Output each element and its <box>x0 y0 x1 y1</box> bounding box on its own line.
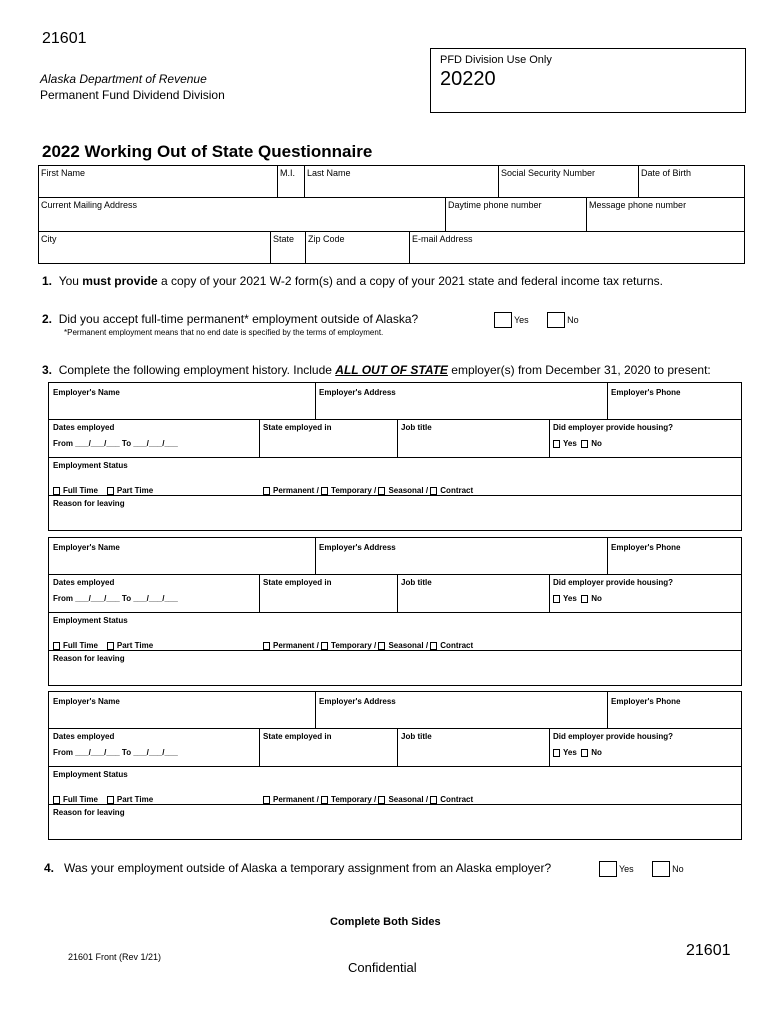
housing-question-label: Did employer provide housing? <box>553 578 674 587</box>
reason-for-leaving-field[interactable]: Reason for leaving <box>53 808 125 817</box>
applicant-row-2 <box>38 197 745 232</box>
permanent-label: Permanent / <box>273 641 319 650</box>
contract-checkbox[interactable] <box>430 642 437 650</box>
question-4-no-label: No <box>672 863 684 874</box>
division-use-only-box <box>430 48 746 113</box>
dates-employed-label: Dates employed <box>53 423 115 432</box>
state-employed-field[interactable]: State employed in <box>263 732 332 741</box>
message-phone-field[interactable] <box>586 198 744 231</box>
question-2-footnote: *Permanent employment means that no end date is specified by the terms of employment. <box>64 328 384 337</box>
full-time-checkbox[interactable] <box>53 796 60 804</box>
division-use-only-label: PFD Division Use Only <box>440 54 552 66</box>
part-time-checkbox[interactable] <box>107 487 114 495</box>
employment-block-2 <box>48 537 742 686</box>
housing-question-label: Did employer provide housing? <box>553 423 674 432</box>
state-employed-field[interactable]: State employed in <box>263 578 332 587</box>
middle-initial-label: M.I. <box>280 168 295 178</box>
employer-address-field[interactable]: Employer's Address <box>319 388 396 397</box>
housing-question-label: Did employer provide housing? <box>553 732 674 741</box>
part-time-label: Part Time <box>116 641 154 650</box>
housing-no-checkbox[interactable] <box>581 440 588 448</box>
question-1-text-pre: You <box>58 274 83 288</box>
applicant-row-3 <box>38 231 745 264</box>
housing-no-checkbox[interactable] <box>581 595 588 603</box>
division-use-only-value: 20220 <box>440 68 496 90</box>
employer-name-field[interactable]: Employer's Name <box>53 697 120 706</box>
city-field[interactable] <box>39 232 270 263</box>
employment-status-label: Employment Status <box>53 770 128 779</box>
middle-initial-field[interactable] <box>277 166 304 197</box>
employment-block-3 <box>48 691 742 840</box>
question-3-number: 3. <box>42 363 53 377</box>
housing-options <box>553 594 602 603</box>
last-name-label: Last Name <box>307 168 351 178</box>
mailing-address-field[interactable] <box>39 198 445 231</box>
last-name-field[interactable] <box>304 166 498 197</box>
housing-no-label: No <box>591 594 602 603</box>
question-1-emphasis: must provide <box>82 274 158 288</box>
status-full-part <box>53 486 153 495</box>
status-type-options <box>263 486 473 495</box>
housing-no-label: No <box>591 748 602 757</box>
part-time-label: Part Time <box>116 795 154 804</box>
question-2-number: 2. <box>42 312 53 326</box>
message-phone-label: Message phone number <box>589 200 687 210</box>
temporary-checkbox[interactable] <box>321 487 328 495</box>
contract-checkbox[interactable] <box>430 487 437 495</box>
permanent-checkbox[interactable] <box>263 487 270 495</box>
ssn-field[interactable] <box>498 166 638 197</box>
housing-yes-label: Yes <box>563 594 577 603</box>
complete-both-sides-note: Complete Both Sides <box>330 916 441 928</box>
housing-options <box>553 439 602 448</box>
housing-yes-checkbox[interactable] <box>553 749 560 757</box>
seasonal-checkbox[interactable] <box>378 487 385 495</box>
full-time-label: Full Time <box>63 486 98 495</box>
full-time-checkbox[interactable] <box>53 487 60 495</box>
first-name-label: First Name <box>41 168 86 178</box>
contract-label: Contract <box>440 641 474 650</box>
contract-checkbox[interactable] <box>430 796 437 804</box>
reason-for-leaving-field[interactable]: Reason for leaving <box>53 499 125 508</box>
question-2-yes-checkbox[interactable] <box>494 312 512 328</box>
form-revision: 21601 Front (Rev 1/21) <box>68 952 162 962</box>
question-4-yes-checkbox[interactable] <box>599 861 617 877</box>
daytime-phone-label: Daytime phone number <box>448 200 542 210</box>
part-time-checkbox[interactable] <box>107 796 114 804</box>
employer-phone-field[interactable]: Employer's Phone <box>611 697 681 706</box>
temporary-label: Temporary / <box>331 641 377 650</box>
contract-label: Contract <box>440 795 474 804</box>
permanent-checkbox[interactable] <box>263 642 270 650</box>
temporary-checkbox[interactable] <box>321 796 328 804</box>
question-2-no-label: No <box>567 314 579 325</box>
page-title: 2022 Working Out of State Questionnaire <box>42 142 373 161</box>
seasonal-checkbox[interactable] <box>378 796 385 804</box>
permanent-checkbox[interactable] <box>263 796 270 804</box>
employer-phone-field[interactable]: Employer's Phone <box>611 388 681 397</box>
mailing-address-label: Current Mailing Address <box>41 200 138 210</box>
form-number-bottom: 21601 <box>686 942 731 959</box>
part-time-checkbox[interactable] <box>107 642 114 650</box>
status-full-part <box>53 795 153 804</box>
permanent-label: Permanent / <box>273 795 319 804</box>
question-4-text: Was your employment outside of Alaska a temporary assignment from an Alaska employer? <box>64 861 552 875</box>
state-field[interactable] <box>270 232 305 263</box>
question-4 <box>44 861 551 875</box>
job-title-field[interactable]: Job title <box>401 732 432 741</box>
full-time-checkbox[interactable] <box>53 642 60 650</box>
job-title-field[interactable]: Job title <box>401 423 432 432</box>
reason-for-leaving-field[interactable]: Reason for leaving <box>53 654 125 663</box>
employer-name-field[interactable]: Employer's Name <box>53 543 120 552</box>
question-1-number: 1. <box>42 274 53 288</box>
housing-yes-checkbox[interactable] <box>553 595 560 603</box>
permanent-label: Permanent / <box>273 486 319 495</box>
housing-yes-label: Yes <box>563 748 577 757</box>
question-1-text-post: a copy of your 2021 W-2 form(s) and a copy of your 2021 state and federal income tax returns. <box>157 274 664 288</box>
employment-block-1 <box>48 382 742 531</box>
employer-address-field[interactable]: Employer's Address <box>319 697 396 706</box>
employer-address-field[interactable]: Employer's Address <box>319 543 396 552</box>
full-time-label: Full Time <box>63 641 98 650</box>
question-2-no-checkbox[interactable] <box>547 312 565 328</box>
dates-from-to-field[interactable]: From ___/___/___ To ___/___/___ <box>53 594 178 603</box>
department-name: Alaska Department of Revenue <box>40 72 207 86</box>
housing-yes-label: Yes <box>563 439 577 448</box>
question-3-text-post: employer(s) from December 31, 2020 to present: <box>447 363 711 377</box>
question-3-text-pre: Complete the following employment history. Include <box>58 363 336 377</box>
question-4-no-checkbox[interactable] <box>652 861 670 877</box>
applicant-row-1 <box>38 165 745 198</box>
question-2 <box>42 312 418 326</box>
email-label: E-mail Address <box>412 234 473 244</box>
seasonal-checkbox[interactable] <box>378 642 385 650</box>
housing-yes-checkbox[interactable] <box>553 440 560 448</box>
state-employed-field[interactable]: State employed in <box>263 423 332 432</box>
confidential-label: Confidential <box>348 960 417 975</box>
housing-no-checkbox[interactable] <box>581 749 588 757</box>
zip-label: Zip Code <box>308 234 345 244</box>
dob-label: Date of Birth <box>641 168 692 178</box>
question-4-options <box>599 860 684 878</box>
part-time-label: Part Time <box>116 486 154 495</box>
division-name: Permanent Fund Dividend Division <box>40 88 225 102</box>
ssn-label: Social Security Number <box>501 168 596 178</box>
question-2-text: Did you accept full-time permanent* employment outside of Alaska? <box>58 312 419 326</box>
dates-employed-label: Dates employed <box>53 578 115 587</box>
status-full-part <box>53 641 153 650</box>
housing-options <box>553 748 602 757</box>
question-4-yes-label: Yes <box>619 863 634 874</box>
employer-name-field[interactable]: Employer's Name <box>53 388 120 397</box>
dates-employed-label: Dates employed <box>53 732 115 741</box>
zip-field[interactable] <box>305 232 409 263</box>
first-name-field[interactable] <box>39 166 277 197</box>
employment-status-label: Employment Status <box>53 616 128 625</box>
question-3-emphasis: ALL OUT OF STATE <box>335 363 448 377</box>
seasonal-label: Seasonal / <box>388 486 429 495</box>
temporary-checkbox[interactable] <box>321 642 328 650</box>
dates-from-to-field[interactable]: From ___/___/___ To ___/___/___ <box>53 748 178 757</box>
status-type-options <box>263 795 473 804</box>
employment-status-label: Employment Status <box>53 461 128 470</box>
city-label: City <box>41 234 57 244</box>
contract-label: Contract <box>440 486 474 495</box>
dates-from-to-field[interactable]: From ___/___/___ To ___/___/___ <box>53 439 178 448</box>
housing-no-label: No <box>591 439 602 448</box>
seasonal-label: Seasonal / <box>388 795 429 804</box>
form-number-top: 21601 <box>42 30 87 47</box>
question-3 <box>42 363 711 377</box>
employer-phone-field[interactable]: Employer's Phone <box>611 543 681 552</box>
question-2-options <box>494 311 579 329</box>
temporary-label: Temporary / <box>331 486 377 495</box>
email-field[interactable] <box>409 232 744 263</box>
daytime-phone-field[interactable] <box>445 198 586 231</box>
question-1 <box>42 274 663 288</box>
question-2-yes-label: Yes <box>514 314 529 325</box>
full-time-label: Full Time <box>63 795 98 804</box>
dob-field[interactable] <box>638 166 744 197</box>
temporary-label: Temporary / <box>331 795 377 804</box>
question-4-number: 4. <box>44 861 55 875</box>
state-label: State <box>273 234 295 244</box>
job-title-field[interactable]: Job title <box>401 578 432 587</box>
status-type-options <box>263 641 473 650</box>
seasonal-label: Seasonal / <box>388 641 429 650</box>
